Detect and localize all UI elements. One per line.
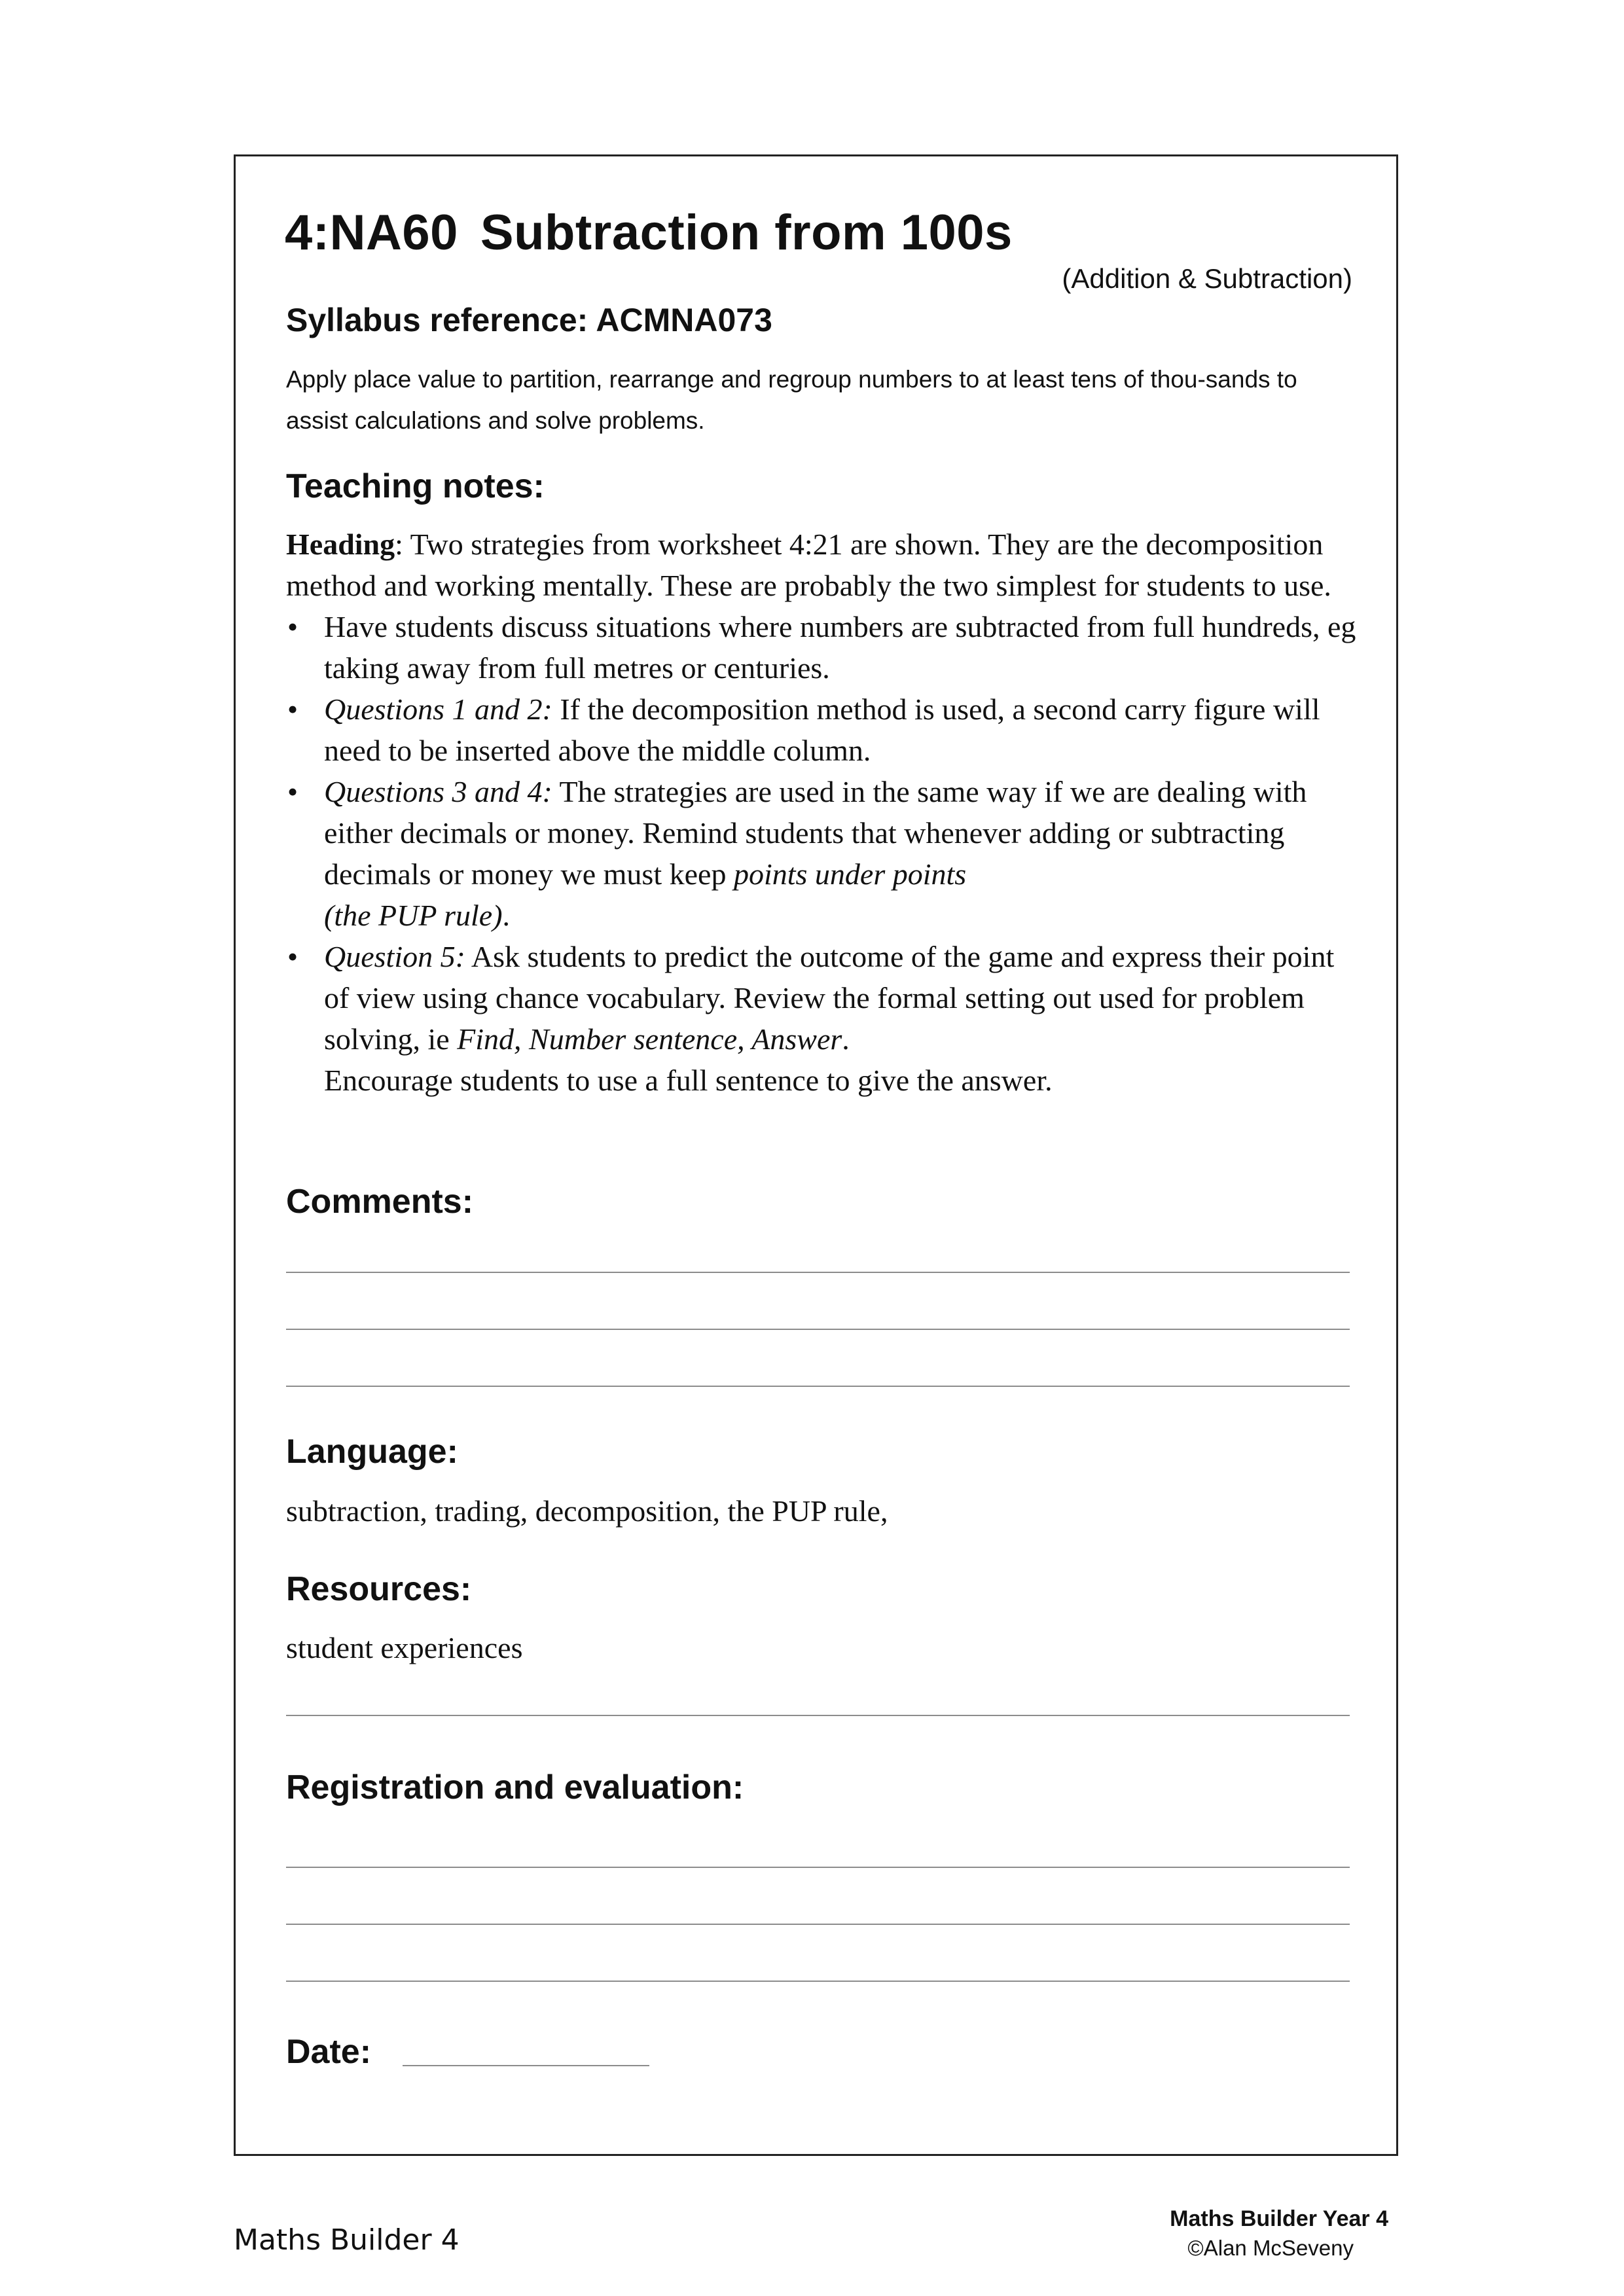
bullet-3-end: . bbox=[502, 899, 511, 932]
bullet-2-label: Questions 1 and 2: bbox=[324, 692, 552, 726]
list-item bbox=[286, 689, 1360, 771]
bullet-icon: • bbox=[287, 692, 298, 726]
comments-heading: Comments: bbox=[286, 1183, 474, 1221]
bullet-icon: • bbox=[287, 775, 298, 808]
page-title bbox=[285, 204, 1013, 261]
bullet-3-italic-2: (the PUP rule) bbox=[324, 899, 503, 932]
bullet-2-text: If the decomposition method is used, a second carry figure will need to be inserted above the middle column. bbox=[324, 692, 1320, 767]
registration-line-3[interactable] bbox=[286, 1981, 1350, 1982]
teaching-notes-body bbox=[286, 524, 1360, 1101]
footer-copyright: ©Alan McSeveny bbox=[1187, 2236, 1354, 2260]
bullet-icon: • bbox=[287, 610, 298, 643]
page-frame bbox=[234, 154, 1398, 2156]
date-line[interactable] bbox=[403, 2065, 649, 2066]
comments-line-3[interactable] bbox=[286, 1386, 1350, 1387]
teaching-notes-heading: Teaching notes: bbox=[286, 467, 545, 505]
bullet-3-label: Questions 3 and 4: bbox=[324, 775, 552, 808]
resources-text: student experiences bbox=[286, 1631, 523, 1664]
language-heading: Language: bbox=[286, 1433, 458, 1471]
language-text: subtraction, trading, decomposition, the PUP rule, bbox=[286, 1494, 888, 1528]
notes-intro-label: Heading bbox=[286, 528, 395, 561]
resources-heading: Resources: bbox=[286, 1570, 472, 1608]
notes-intro bbox=[286, 524, 1360, 606]
resources-line[interactable] bbox=[286, 1715, 1350, 1716]
bullet-icon: • bbox=[287, 940, 298, 973]
bullet-4-label: Question 5: bbox=[324, 940, 465, 973]
bullet-4-italic: Find, Number sentence, Answer bbox=[457, 1022, 842, 1056]
title-text: Subtraction from 100s bbox=[480, 205, 1013, 260]
registration-line-1[interactable] bbox=[286, 1867, 1350, 1868]
comments-line-2[interactable] bbox=[286, 1329, 1350, 1330]
bullet-1-text: Have students discuss situations where numbers are subtracted from full hundreds, eg taking away from full metres or centuries. bbox=[324, 610, 1356, 685]
notes-list bbox=[286, 606, 1360, 1101]
bullet-4-last: Encourage students to use a full sentence to give the answer. bbox=[324, 1064, 1053, 1097]
footer-series-title: Maths Builder Year 4 bbox=[1170, 2206, 1388, 2231]
registration-line-2[interactable] bbox=[286, 1924, 1350, 1925]
title-code: 4:NA60 bbox=[285, 205, 458, 260]
bullet-4-text: Ask students to predict the outcome of the game and express their point of view using chance vocabulary. Review the formal setting out used for problem solving, ie bbox=[324, 940, 1335, 1056]
bullet-3-italic: points under points bbox=[733, 857, 967, 891]
strand-label: (Addition & Subtraction) bbox=[1062, 263, 1352, 294]
footer-book-title: Maths Builder 4 bbox=[234, 2223, 460, 2257]
bullet-4-end: . bbox=[842, 1022, 850, 1056]
syllabus-reference: Syllabus reference: ACMNA073 bbox=[286, 302, 772, 338]
list-item bbox=[286, 771, 1360, 936]
list-item bbox=[286, 936, 1360, 1101]
list-item bbox=[286, 606, 1360, 689]
date-heading: Date: bbox=[286, 2033, 372, 2071]
outcome-statement: Apply place value to partition, rearrange and regroup numbers to at least tens of thou-sands to assist calculations and solve problems. bbox=[286, 366, 1297, 434]
notes-intro-text: : Two strategies from worksheet 4:21 are shown. They are the decomposition method and working mentally. These are probably the two simplest for students to use. bbox=[286, 528, 1331, 602]
comments-line-1[interactable] bbox=[286, 1272, 1350, 1273]
registration-heading: Registration and evaluation: bbox=[286, 1768, 744, 1806]
bullet-3-text: The strategies are used in the same way if we are dealing with either decimals or money. Remind students that whenever adding or subtracting decimals or money we must keep bbox=[324, 775, 1307, 891]
